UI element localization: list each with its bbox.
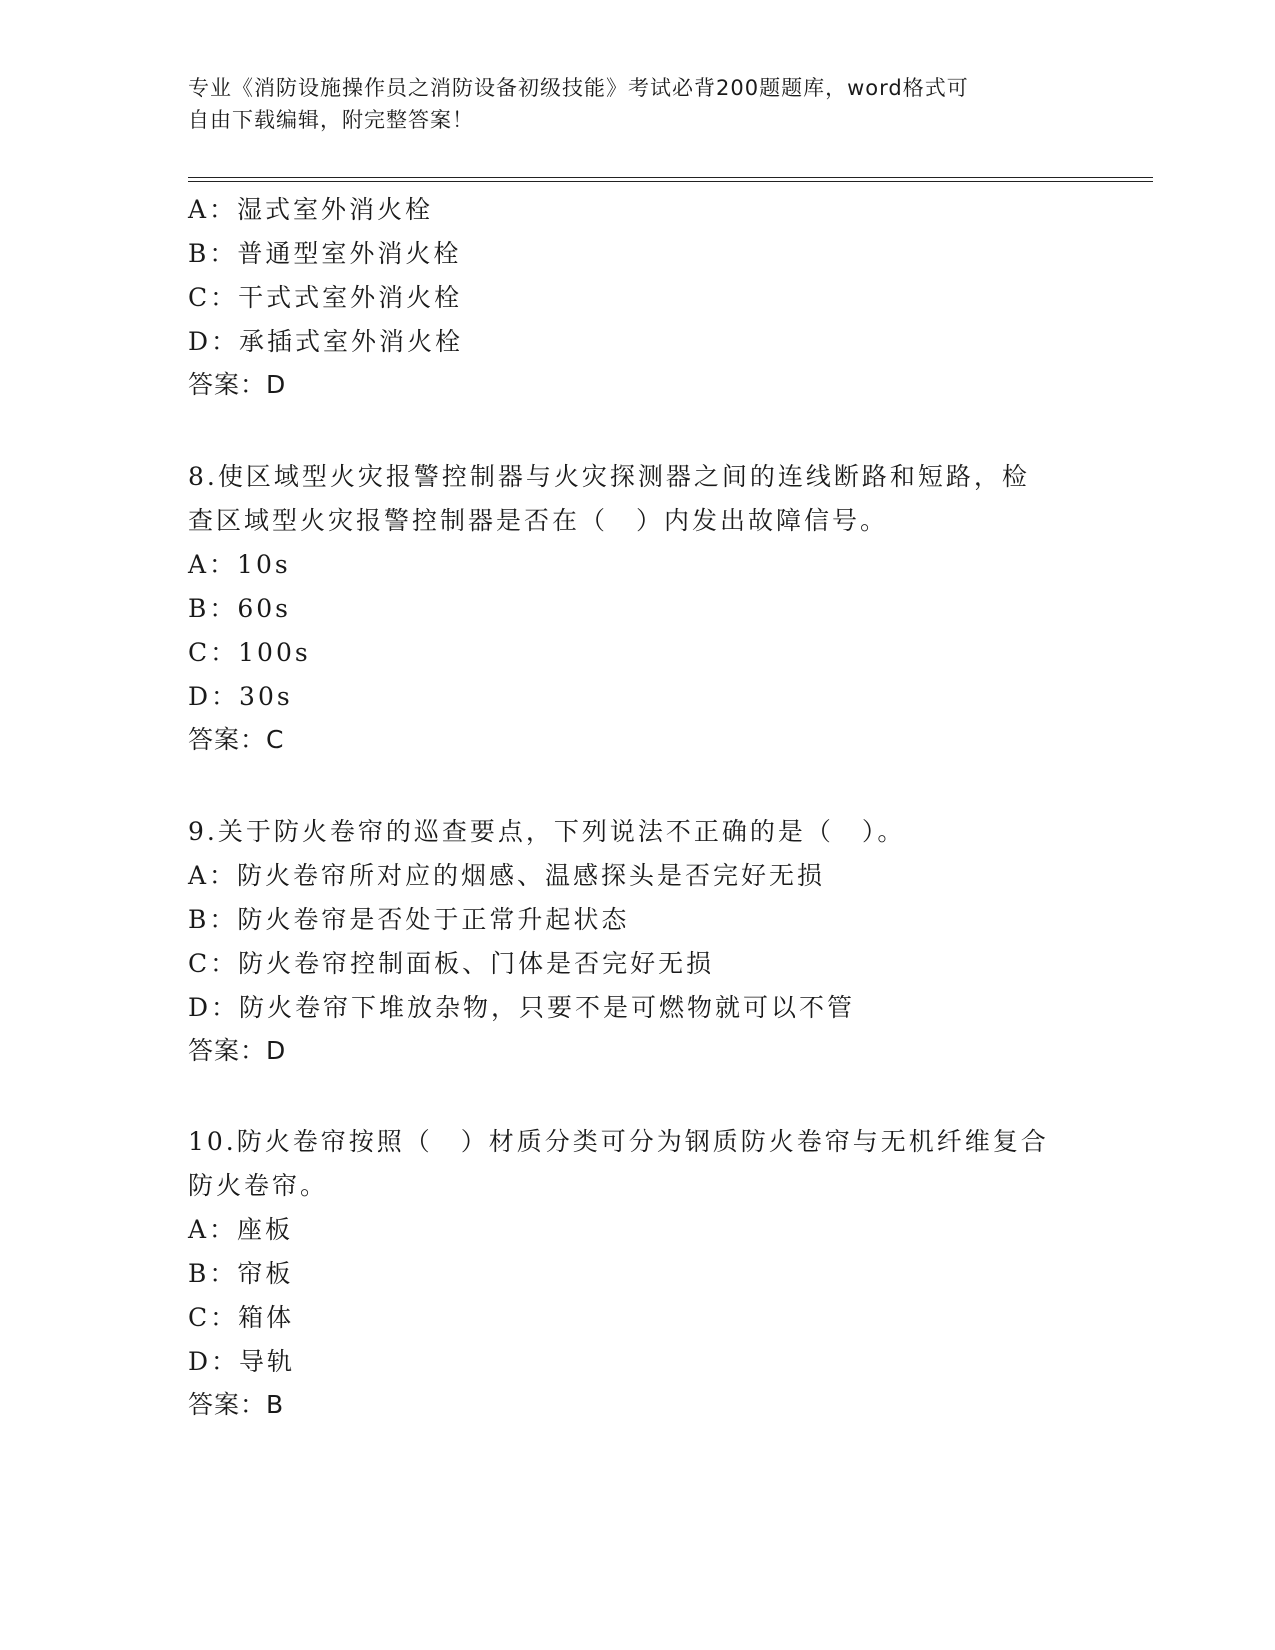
document-header [188,72,1068,136]
q8-stem-line-1: 8.使区域型火灾报警控制器与火灾探测器之间的连线断路和短路，检 [188,462,1030,491]
q9-answer: 答案：D [188,1036,287,1065]
q7-option-d: D：承插式室外消火栓 [188,327,464,356]
q9-option-b: B：防火卷帘是否处于正常升起状态 [188,905,630,934]
q8-answer: 答案：C [188,725,285,754]
q10-stem-line-2: 防火卷帘。 [188,1171,329,1200]
q7-option-a: A：湿式室外消火栓 [188,195,434,224]
q10-option-d: D：导轨 [188,1347,296,1376]
q7-option-b: B：普通型室外消火栓 [188,239,462,268]
q9-option-d: D：防火卷帘下堆放杂物，只要不是可燃物就可以不管 [188,993,856,1022]
header-line-2: 自由下载编辑，附完整答案！ [188,108,474,132]
q10-answer: 答案：B [188,1390,285,1419]
q10-option-a: A：座板 [188,1215,294,1244]
q9-option-a: A：防火卷帘所对应的烟感、温感探头是否完好无损 [188,861,826,890]
q9-option-c: C：防火卷帘控制面板、门体是否完好无损 [188,949,715,978]
q10-option-b: B：帘板 [188,1259,294,1288]
header-divider-bottom [188,181,1153,182]
q7-answer: 答案：D [188,370,287,399]
header-line-1: 专业《消防设施操作员之消防设备初级技能》考试必背200题题库，word格式可 [188,76,969,100]
q9-stem-line-1: 9.关于防火卷帘的巡查要点，下列说法不正确的是（ ）。 [188,817,906,846]
q8-stem-line-2: 查区域型火灾报警控制器是否在（ ）内发出故障信号。 [188,506,889,535]
q8-option-c: C：100s [188,638,311,667]
q10-stem-line-1: 10.防火卷帘按照（ ）材质分类可分为钢质防火卷帘与无机纤维复合 [188,1127,1049,1156]
q8-option-b: B：60s [188,594,292,623]
q8-option-d: D：30s [188,682,293,711]
q8-option-a: A：10s [188,550,291,579]
q7-option-c: C：干式式室外消火栓 [188,283,463,312]
header-divider-top [188,177,1153,178]
q10-option-c: C：箱体 [188,1303,295,1332]
